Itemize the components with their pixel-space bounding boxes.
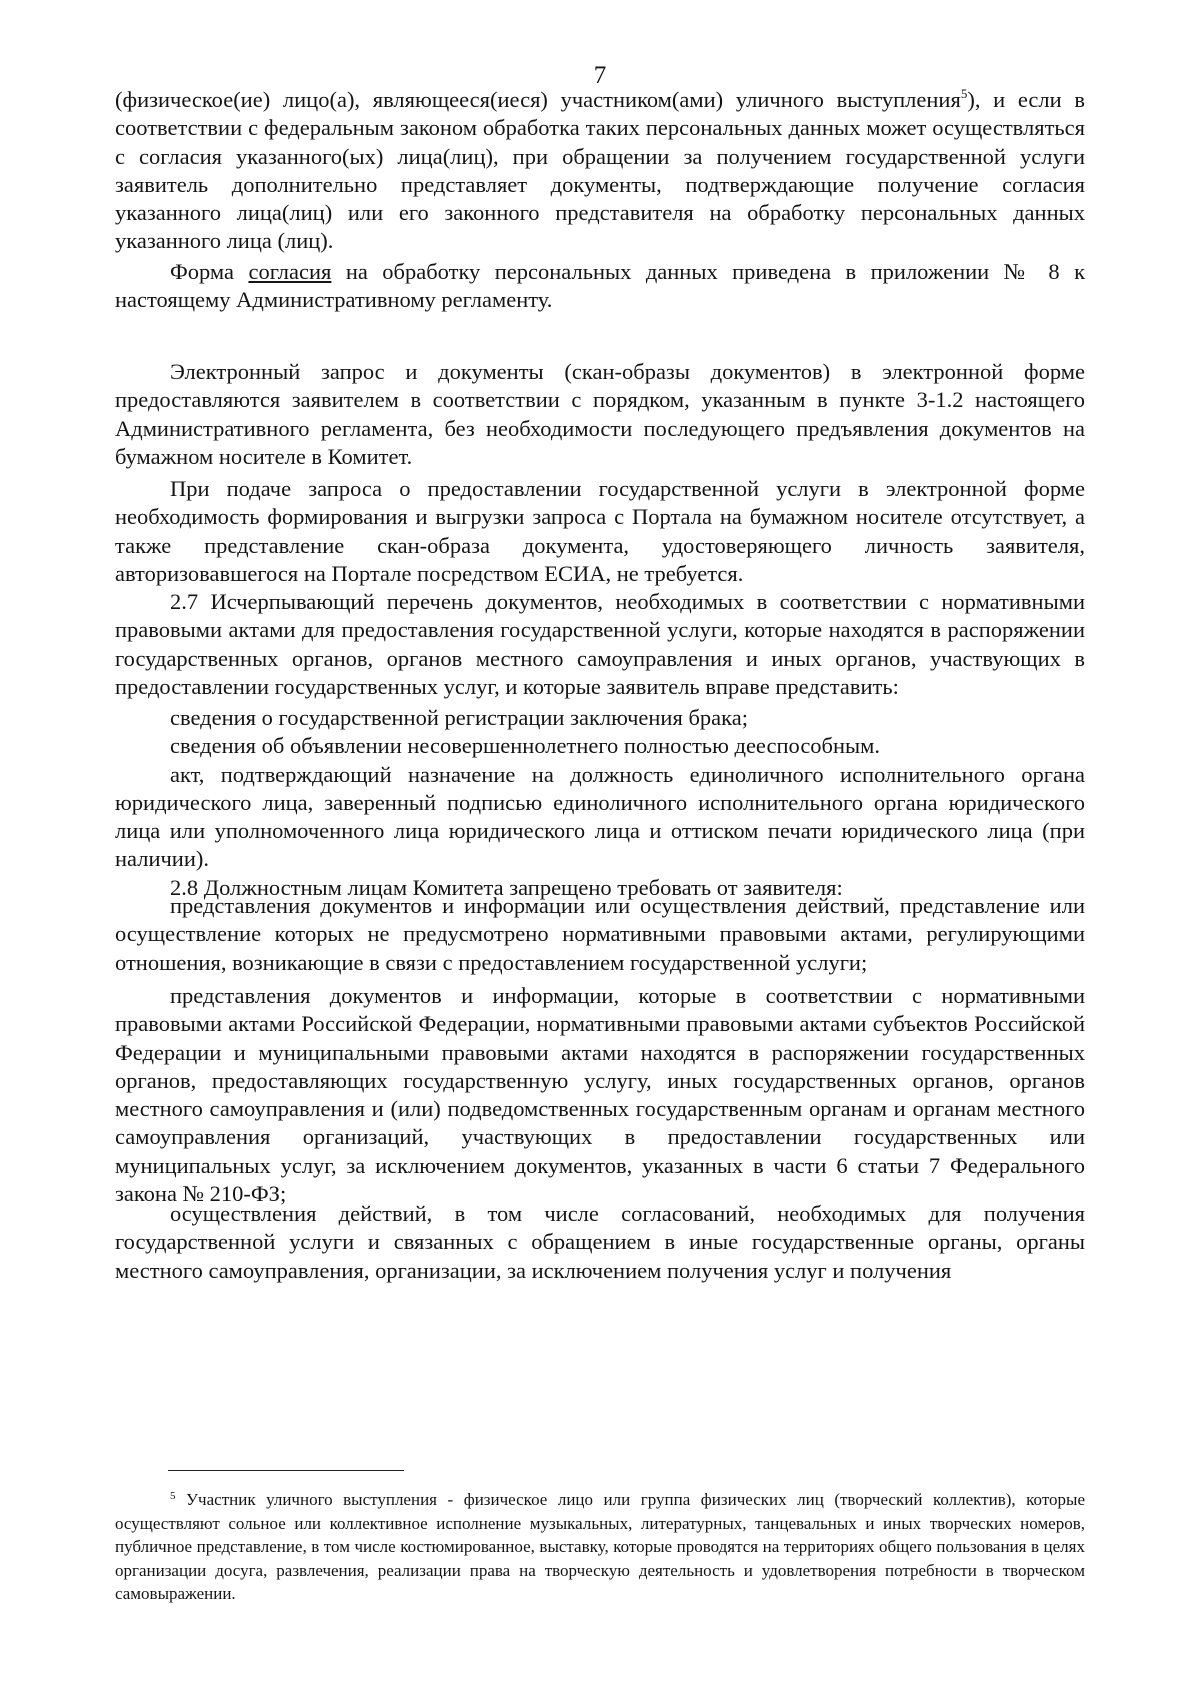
paragraph-prohibition-3 [115, 1200, 1085, 1285]
section-2-7 [115, 588, 1085, 701]
section-2-8-heading: 2.8 Должностным лицам Комитета запрещено требовать от заявителя: [170, 874, 843, 900]
paragraph-portal-submission [115, 475, 1085, 588]
footnote-separator [168, 1470, 404, 1471]
footnote-number: 5 [170, 1490, 176, 1502]
footnote-ref[interactable]: 5 [960, 86, 968, 101]
paragraph-prohibition-1 [115, 892, 1085, 977]
footnote [115, 1488, 1085, 1606]
consent-form-link[interactable]: согласия [248, 259, 332, 284]
paragraph-prohibition-2 [115, 982, 1085, 1208]
paragraph-text: представления документов и информации или осуществления действий, представление или осуществление которых не предусмотрено нормативными правовыми актами, регулирующими отношения, возникающие в связи с предоставлением государственной услуги; [115, 893, 1085, 975]
page-number: 7 [593, 62, 607, 89]
paragraph-text: представления документов и информации, которые в соответствии с нормативными правовыми актами Российской Федерации, нормативными правовыми актами субъектов Российской Федерации и муниципальными правовыми актами находятся в распоряжении государственных органов, предоставляющих государственную услугу, иных государственных органов, органов местного самоуправления и (или) подведомственных государственным органам и органам местного самоуправления организаций, участвующих в предоставлении государственных или муниципальных услуг, за исключением документов, указанных в части 6 статьи 7 Федерального закона № 210-ФЗ; [115, 983, 1085, 1207]
paragraph-electronic-request [115, 358, 1085, 471]
list-item: сведения об объявлении несовершеннолетнего полностью дееспособным. [170, 733, 881, 759]
paragraph-text: ), и если в соответствии с федеральным законом обработка таких персональных данных может осуществляться с согласия указанного(ых) лица(лиц), при обращении за получением государственной услуги заявитель дополнительно представляет документы, подтверждающие получение согласия указанного лица(лиц) или его законного представителя на обработку персональных данных указанного лица (лиц). [115, 87, 1085, 254]
paragraph-text: Электронный запрос и документы (скан-образы документов) в электронной форме предоставляются заявителем в соответствии с порядком, указанным в пункте 3-1.2 настоящего Административного регламента, без необходимости последующего предъявления документов на бумажном носителе в Комитет. [115, 359, 1085, 469]
paragraph-text: При подаче запроса о предоставлении государственной услуги в электронной форме необходимость формирования и выгрузки запроса с Портала на бумажном носителе отсутствует, а также представление скан-образа документа, удостоверяющего личность заявителя, авторизовавшегося на Портале посредством ЕСИА, не требуется. [115, 476, 1085, 586]
paragraph-consent-form [115, 258, 1085, 315]
list-documents [115, 704, 1085, 902]
list-item: акт, подтверждающий назначение на должность единоличного исполнительного органа юридического лица, заверенный подписью единоличного исполнительного органа юридического лица или уполномоченного лица юридического лица и оттиском печати юридического лица (при наличии). [115, 761, 1085, 872]
paragraph-consent-intro [115, 86, 1085, 256]
footnote-text: Участник уличного выступления - физическое лицо или группа физических лиц (творческий коллектив), которые осуществляют сольное или коллективное исполнение музыкальных, литературных, танцевальных и иных творческих номеров, публичное представление, в том числе костюмированное, выставку, которые проводятся на территориях общего пользования в целях организации досуга, развлечения, реализации права на творческую деятельность и удовлетворения потребности в творческом самовыражении. [115, 1490, 1085, 1603]
paragraph-text: Форма [170, 259, 249, 284]
paragraph-text: на обработку персональных данных приведена в приложении № 8 к настоящему Административному регламенту. [115, 259, 1085, 313]
list-item: сведения о государственной регистрации заключения брака; [170, 705, 748, 730]
paragraph-text: 2.7 Исчерпывающий перечень документов, необходимых в соответствии с нормативными правовыми актами для предоставления государственной услуги, которые находятся в распоряжении государственных органов, органов местного самоуправления и иных органов, участвующих в предоставлении государственных услуг, и которые заявитель вправе представить: [115, 589, 1085, 699]
paragraph-text: (физическое(ие) лицо(а), являющееся(иеся) участником(ами) уличного выступления [115, 87, 961, 112]
paragraph-text: осуществления действий, в том числе согласований, необходимых для получения государственной услуги и связанных с обращением в иные государственные органы, органы местного самоуправления, организации, за исключением получения услуг и получения [115, 1201, 1085, 1283]
